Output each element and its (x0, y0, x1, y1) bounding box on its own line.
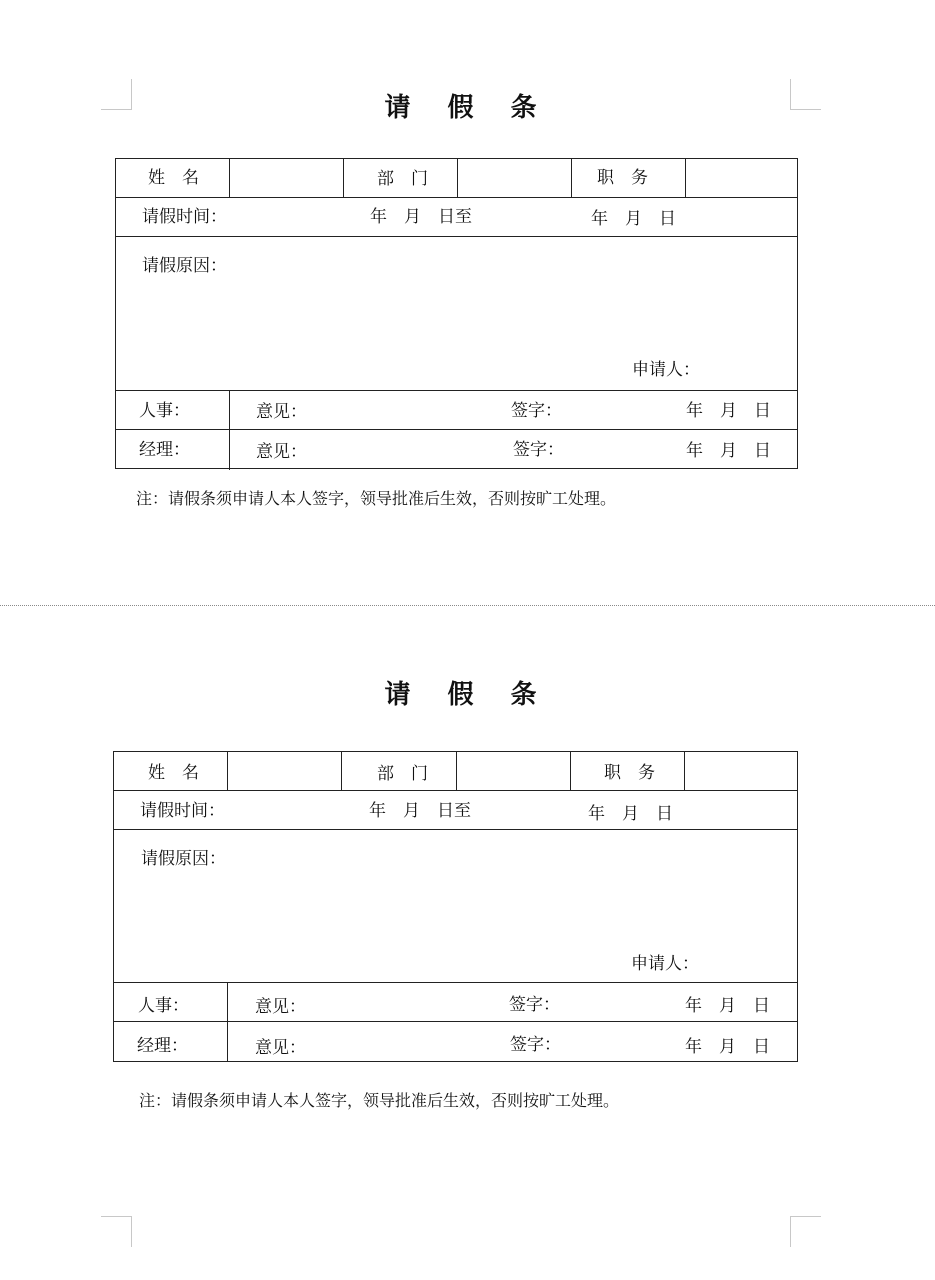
applicant-label: 申请人： (631, 954, 699, 974)
leave-table (115, 158, 798, 469)
col-divider (227, 752, 228, 790)
hr-opinion-label: 意见： (255, 997, 306, 1017)
manager-label: 经理： (137, 1036, 188, 1056)
crop-mark-bottom-right (790, 1216, 821, 1247)
col-divider (229, 390, 230, 470)
name-label: 姓 名 (148, 763, 199, 783)
hr-opinion-label: 意见： (256, 402, 307, 422)
footnote: 注：请假条须申请人本人签字，领导批准后生效，否则按旷工处理。 (136, 489, 617, 508)
col-divider (229, 159, 230, 197)
hr-signature-label: 签字： (509, 995, 560, 1015)
leave-time-label: 请假时间： (140, 801, 225, 821)
leave-table (113, 751, 798, 1062)
hr-label: 人事： (139, 401, 190, 421)
hr-signature-label: 签字： (511, 401, 562, 421)
row-divider (114, 829, 797, 830)
row-divider (114, 790, 797, 791)
manager-label: 经理： (139, 440, 190, 460)
date-to: 年 月 日 (591, 209, 676, 229)
row-divider (116, 429, 797, 430)
col-divider (570, 752, 571, 790)
col-divider (457, 159, 458, 197)
col-divider (341, 752, 342, 790)
date-from: 年 月 日至 (370, 207, 472, 227)
row-divider (116, 197, 797, 198)
row-divider (114, 1021, 797, 1022)
page-break-line (0, 605, 935, 606)
row-divider (116, 236, 797, 237)
applicant-label: 申请人： (632, 360, 700, 380)
date-from: 年 月 日至 (369, 801, 471, 821)
name-label: 姓 名 (148, 168, 199, 188)
manager-opinion-label: 意见： (255, 1038, 306, 1058)
manager-opinion-label: 意见： (256, 442, 307, 462)
manager-date: 年 月 日 (686, 441, 771, 461)
col-divider (685, 159, 686, 197)
col-divider (343, 159, 344, 197)
date-to: 年 月 日 (588, 804, 673, 824)
manager-signature-label: 签字： (513, 440, 564, 460)
reason-label: 请假原因： (142, 256, 227, 276)
crop-mark-bottom-left (101, 1216, 132, 1247)
leave-time-label: 请假时间： (142, 207, 227, 227)
reason-label: 请假原因： (141, 849, 226, 869)
row-divider (114, 982, 797, 983)
manager-date: 年 月 日 (685, 1037, 770, 1057)
footnote: 注：请假条须申请人本人签字，领导批准后生效，否则按旷工处理。 (139, 1091, 620, 1110)
row-divider (116, 390, 797, 391)
manager-signature-label: 签字： (510, 1035, 561, 1055)
hr-date: 年 月 日 (685, 996, 770, 1016)
col-divider (684, 752, 685, 790)
hr-label: 人事： (138, 996, 189, 1016)
col-divider (227, 982, 228, 1062)
col-divider (456, 752, 457, 790)
form-title: 请 假 条 (384, 680, 551, 710)
position-label: 职 务 (604, 763, 655, 783)
department-label: 部 门 (377, 764, 428, 784)
hr-date: 年 月 日 (686, 401, 771, 421)
position-label: 职 务 (597, 168, 648, 188)
form-title: 请 假 条 (384, 93, 551, 123)
department-label: 部 门 (377, 169, 428, 189)
col-divider (571, 159, 572, 197)
